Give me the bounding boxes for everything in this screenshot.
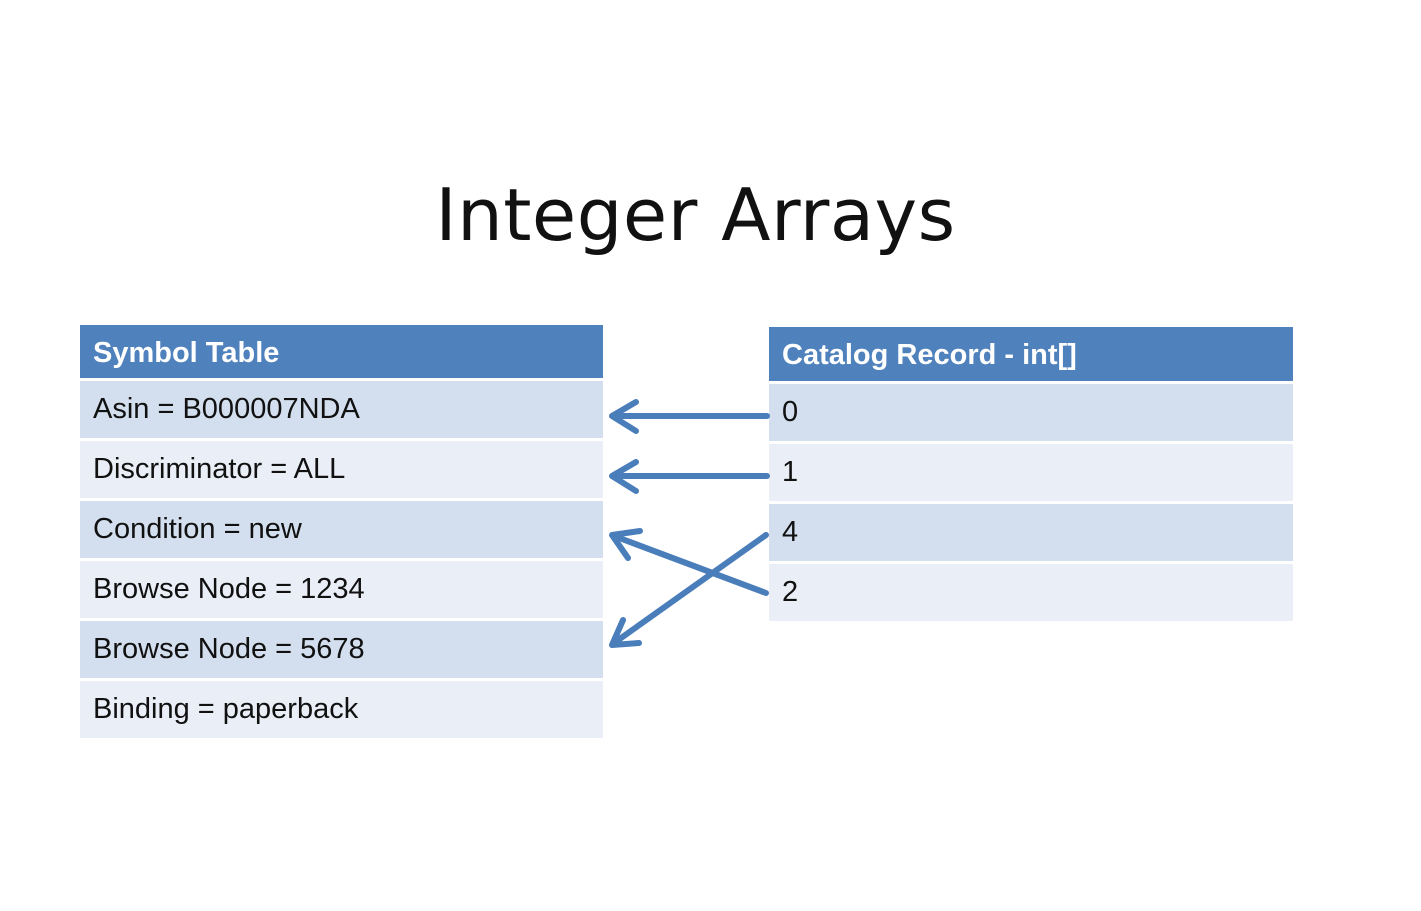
symbol-table-header: Symbol Table — [80, 325, 603, 381]
slide-title: Integer Arrays — [435, 173, 956, 257]
catalog-record-row: 1 — [769, 444, 1293, 504]
symbol-table-row: Browse Node = 5678 — [80, 621, 603, 681]
catalog-record-row: 0 — [769, 384, 1293, 444]
mapping-arrow — [612, 531, 766, 593]
catalog-record-row: 2 — [769, 564, 1293, 624]
mapping-arrow — [612, 402, 767, 431]
symbol-table-row: Condition = new — [80, 501, 603, 561]
symbol-table — [80, 325, 603, 741]
symbol-table-row: Asin = B000007NDA — [80, 381, 603, 441]
symbol-table-row: Binding = paperback — [80, 681, 603, 741]
catalog-record-table — [769, 327, 1293, 624]
mapping-arrow — [612, 535, 766, 645]
catalog-record-row: 4 — [769, 504, 1293, 564]
catalog-record-header: Catalog Record - int[] — [769, 327, 1293, 384]
symbol-table-row: Browse Node = 1234 — [80, 561, 603, 621]
symbol-table-row: Discriminator = ALL — [80, 441, 603, 501]
mapping-arrow — [612, 462, 767, 491]
